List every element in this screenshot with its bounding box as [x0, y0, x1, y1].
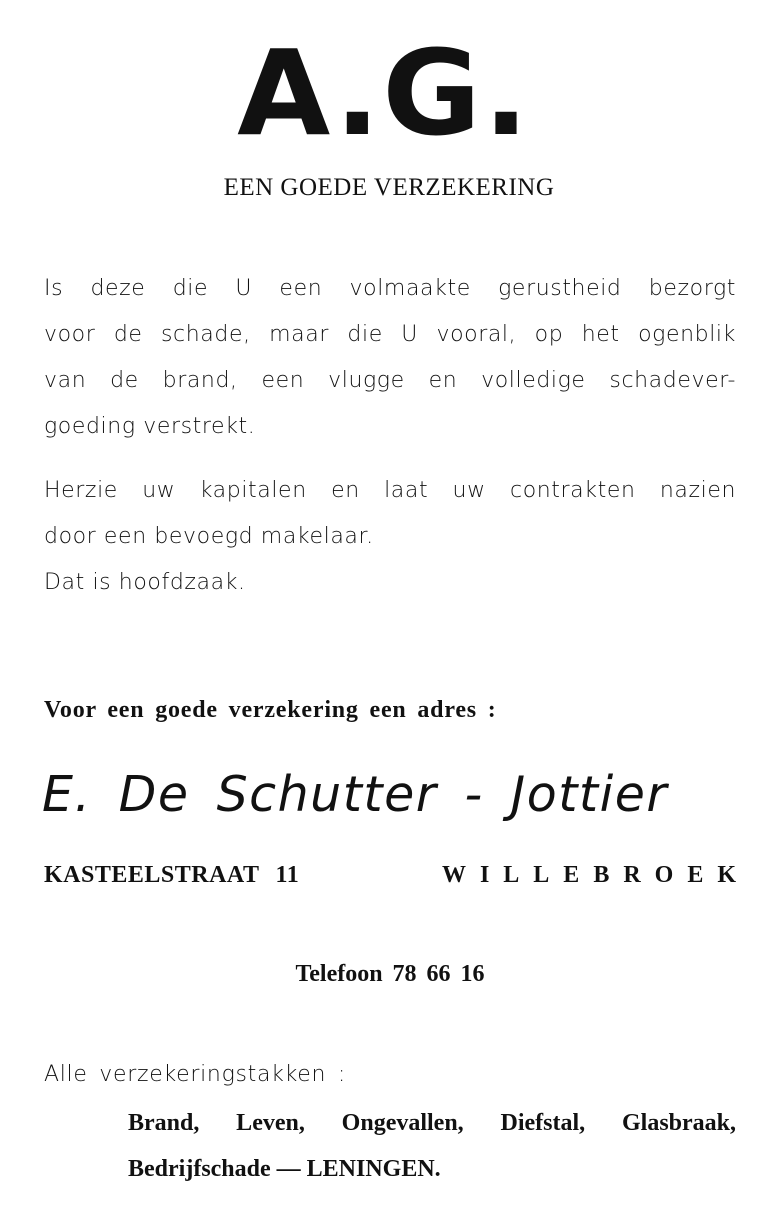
- tagline: EEN GOEDE VERZEKERING: [223, 174, 555, 201]
- address-row: [44, 855, 750, 895]
- intro-line: van de brand, een vlugge en volledige schadever-: [44, 368, 736, 393]
- city-name: WILLEBROEK: [441, 862, 750, 888]
- street-address: KASTEELSTRAAT 11: [44, 862, 300, 888]
- branches-list: [128, 1100, 736, 1192]
- address-lead: Voor een goede verzekering een adres :: [44, 697, 497, 723]
- intro-line: goeding verstrekt.: [44, 414, 256, 439]
- branches-title: Alle verzekeringstakken :: [44, 1062, 346, 1087]
- company-name: E. De Schutter - Jottier: [42, 766, 669, 823]
- branches-line: Bedrijfschade — LENINGEN.: [128, 1156, 441, 1182]
- intro-line: Is deze die U een volmaakte gerustheid bezorgt: [44, 276, 736, 301]
- logo-ag: A.G.: [237, 24, 531, 162]
- intro-line: voor de schade, maar die U vooral, op het ogenblik: [44, 322, 736, 347]
- intro-paragraph: [44, 266, 736, 450]
- advice-line: Dat is hoofdzaak.: [44, 570, 246, 595]
- advice-line: Herzie uw kapitalen en laat uw contrakten nazien: [44, 478, 736, 503]
- advice-paragraph: [44, 468, 736, 606]
- branches-line: Brand, Leven, Ongevallen, Diefstal, Glasbraak,: [128, 1110, 736, 1136]
- phone-number: Telefoon 78 66 16: [295, 961, 485, 987]
- advice-line: door een bevoegd makelaar.: [44, 524, 374, 549]
